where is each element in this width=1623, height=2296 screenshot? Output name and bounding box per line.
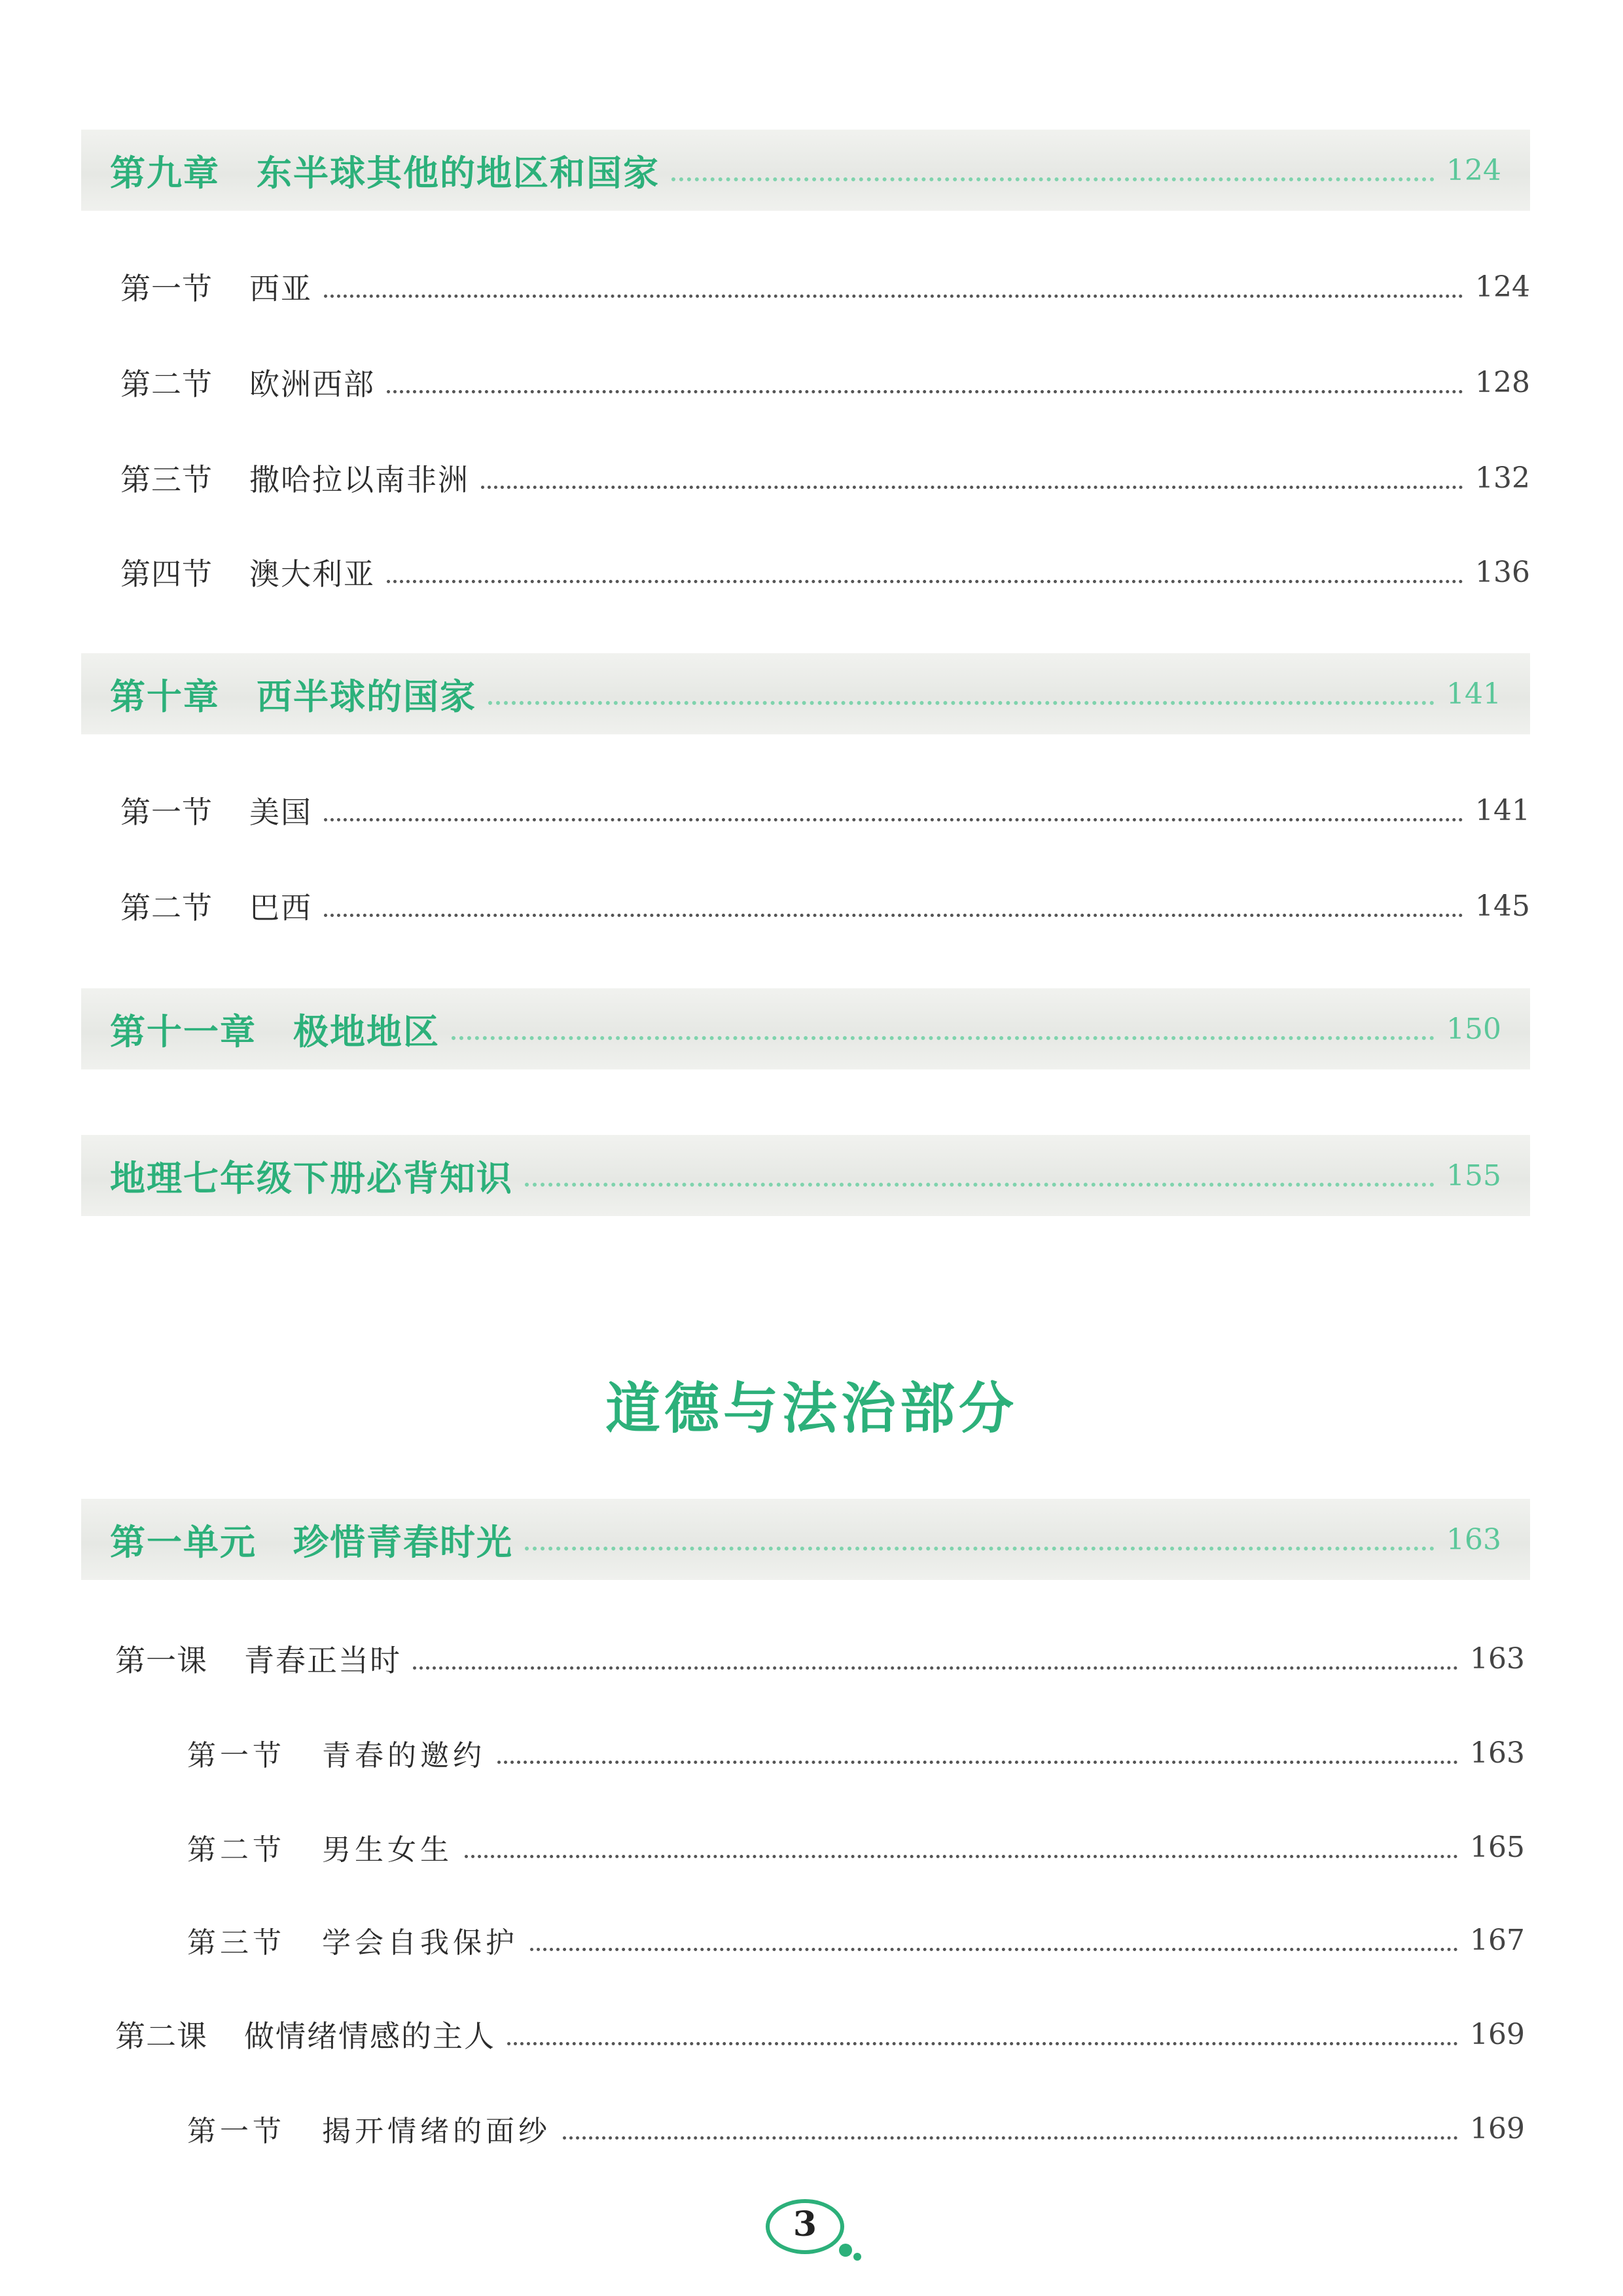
section-number: 第一节 [120, 271, 213, 306]
section-page: 124 [1475, 270, 1530, 304]
leader-dots [324, 795, 1463, 821]
section-number: 第一节 [187, 1739, 285, 1772]
toc-entry-lesson-1[interactable] [115, 1632, 1525, 1685]
must-know-heading[interactable] [81, 1135, 1530, 1216]
section-title: 美国 [249, 795, 312, 830]
section-title: 巴西 [249, 890, 312, 925]
leader-dots [324, 271, 1463, 298]
section-page: 128 [1475, 365, 1530, 399]
section-page: 163 [1470, 1736, 1525, 1770]
leader-dots [671, 151, 1435, 181]
toc-entry-brazil[interactable] [120, 880, 1530, 932]
leader-dots [387, 367, 1463, 393]
section-title: 澳大利亚 [249, 556, 375, 592]
decorative-dot [853, 2253, 861, 2261]
toc-entry-usa[interactable] [120, 784, 1530, 836]
toc-entry-lesson-2[interactable] [115, 2008, 1525, 2060]
section-title: 欧洲西部 [249, 367, 375, 402]
leader-dots [525, 1520, 1435, 1551]
leader-dots [465, 1831, 1458, 1858]
chapter-9-heading[interactable] [81, 130, 1530, 211]
leader-dots [530, 1924, 1458, 1951]
leader-dots [413, 1643, 1458, 1670]
lesson-title: 做情绪情感的主人 [244, 2018, 495, 2054]
section-page: 145 [1475, 889, 1530, 923]
toc-entry-self-protection[interactable] [187, 1914, 1525, 1966]
toc-entry-xiya[interactable] [120, 260, 1530, 313]
decorative-dot [839, 2244, 852, 2257]
section-number: 第四节 [120, 556, 213, 592]
leader-dots [497, 1737, 1458, 1764]
chapter-label: 第十章 西半球的国家 [110, 675, 476, 717]
unit-page: 163 [1446, 1522, 1501, 1556]
toc-entry-youth-invitation[interactable] [187, 1727, 1525, 1779]
chapter-page: 150 [1446, 1012, 1501, 1046]
leader-dots [481, 462, 1463, 489]
section-number: 第一节 [120, 795, 213, 830]
section-number: 第二节 [120, 367, 213, 402]
section-number: 第二节 [120, 890, 213, 925]
leader-dots [525, 1157, 1435, 1187]
leader-dots [387, 556, 1463, 583]
chapter-label: 地理七年级下册必背知识 [110, 1157, 513, 1199]
chapter-page: 155 [1446, 1158, 1501, 1193]
section-title: 揭开情绪的面纱 [322, 2115, 551, 2148]
section-page: 132 [1475, 461, 1530, 495]
part-title: 道德与法治部分 [605, 1376, 1018, 1441]
toc-entry-emotion-veil[interactable] [187, 2102, 1525, 2155]
chapter-label: 第十一章 极地地区 [110, 1011, 440, 1052]
page-number-badge [766, 2193, 844, 2265]
lesson-page: 169 [1470, 2017, 1525, 2051]
section-number: 第一节 [187, 2115, 285, 2148]
section-page: 167 [1470, 1923, 1525, 1957]
chapter-11-heading[interactable] [81, 988, 1530, 1069]
chapter-label: 第九章 东半球其他的地区和国家 [110, 152, 660, 194]
leader-dots [324, 890, 1463, 917]
toc-entry-australia[interactable] [120, 546, 1530, 598]
lesson-title: 青春正当时 [244, 1643, 401, 1678]
lesson-page: 163 [1470, 1641, 1525, 1676]
section-title: 西亚 [249, 271, 312, 306]
section-title: 撒哈拉以南非洲 [249, 462, 469, 497]
section-page: 169 [1470, 2111, 1525, 2145]
section-title: 青春的邀约 [322, 1739, 486, 1772]
section-number: 第三节 [120, 462, 213, 497]
toc-entry-sub-saharan-africa[interactable] [120, 452, 1530, 504]
leader-dots [488, 675, 1435, 705]
chapter-page: 124 [1446, 153, 1501, 187]
toc-entry-boys-girls[interactable] [187, 1821, 1525, 1873]
leader-dots [563, 2113, 1458, 2140]
section-number: 第三节 [187, 1926, 285, 1960]
section-title: 学会自我保护 [322, 1926, 518, 1960]
toc-entry-western-europe[interactable] [120, 356, 1530, 408]
leader-dots [452, 1010, 1435, 1040]
section-page: 136 [1475, 555, 1530, 589]
section-page: 165 [1470, 1830, 1525, 1864]
leader-dots [507, 2018, 1458, 2045]
lesson-number: 第二课 [115, 2018, 207, 2054]
section-number: 第二节 [187, 1833, 285, 1867]
page-number: 3 [793, 2204, 817, 2244]
section-title: 男生女生 [322, 1833, 453, 1867]
chapter-page: 141 [1446, 677, 1501, 711]
unit-1-heading[interactable] [81, 1499, 1530, 1580]
chapter-10-heading[interactable] [81, 653, 1530, 734]
lesson-number: 第一课 [115, 1643, 207, 1678]
section-page: 141 [1475, 793, 1530, 827]
unit-label: 第一单元 珍惜青春时光 [110, 1521, 513, 1563]
